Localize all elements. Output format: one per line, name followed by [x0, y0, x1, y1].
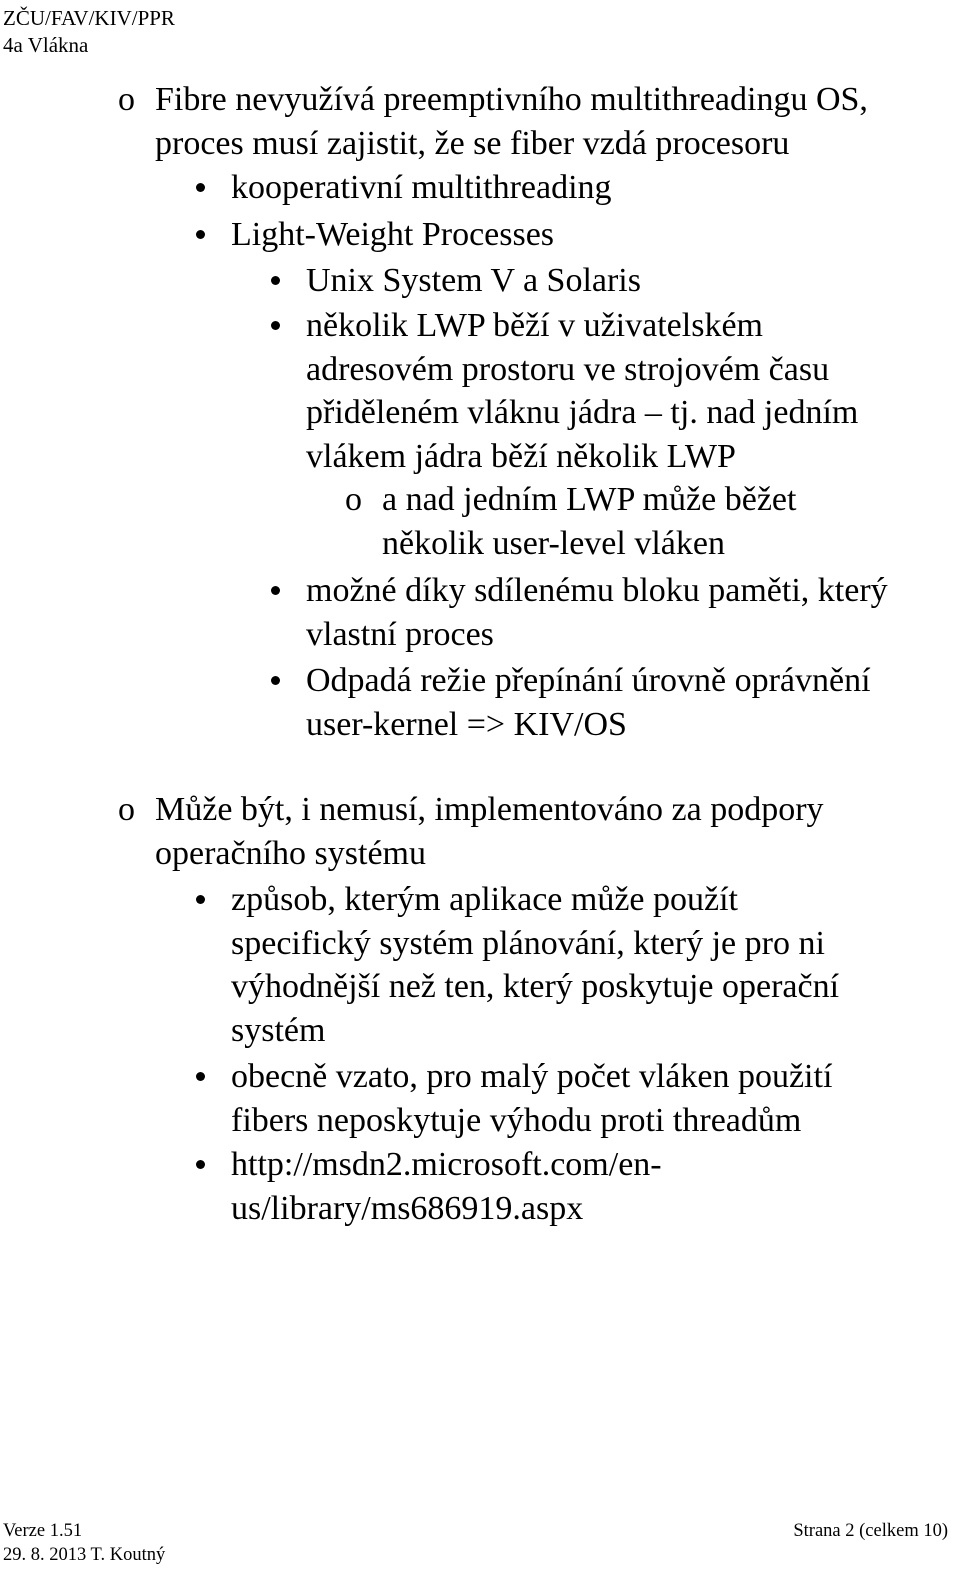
footer-page-number: Strana 2 (celkem 10) — [793, 1521, 948, 1541]
list-marker-o: o — [118, 791, 135, 828]
list-item: Unix System V a Solaris — [306, 262, 641, 299]
footer-version: Verze 1.51 — [3, 1521, 83, 1541]
bullet-icon — [271, 321, 280, 330]
list-item: Může být, i nemusí, implementováno za podpory operačního systému — [155, 791, 824, 872]
list-item: možné díky sdílenému bloku paměti, který vlastní proces — [306, 572, 888, 653]
list-item: Fibre nevyužívá preemptivního multithreadingu OS, proces musí zajistit, že se fiber vzdá procesoru — [155, 81, 868, 162]
list-item: způsob, kterým aplikace může použít specifický systém plánování, který je pro ni výhodnější než ten, který poskytuje operační systém — [231, 881, 840, 1049]
list-item: několik LWP běží v uživatelském adresovém prostoru ve strojovém času přiděleném vláknu jádra – tj. nad jedním vlákem jádra běží několik LWP — [306, 307, 859, 475]
list-item: a nad jedním LWP může běžet několik user-level vláken — [382, 481, 797, 562]
bullet-icon — [196, 230, 205, 239]
bullet-icon — [196, 1072, 205, 1081]
list-item: kooperativní multithreading — [231, 169, 612, 206]
bullet-icon — [271, 676, 280, 685]
footer-date-author: 29. 8. 2013 T. Koutný — [3, 1545, 166, 1565]
list-item: obecně vzato, pro malý počet vláken použití fibers neposkytuje výhodu proti threadům — [231, 1058, 833, 1139]
bullet-icon — [271, 586, 280, 595]
list-marker-o: o — [118, 81, 135, 118]
bullet-icon — [196, 895, 205, 904]
list-marker-o: o — [345, 481, 362, 518]
header-course-code: ZČU/FAV/KIV/PPR — [3, 6, 175, 30]
list-item: http://msdn2.microsoft.com/en- us/library/ms686919.aspx — [231, 1146, 662, 1227]
list-item: Odpadá režie přepínání úrovně oprávnění user-kernel => KIV/OS — [306, 662, 871, 743]
header-topic: 4a Vlákna — [3, 33, 89, 57]
bullet-icon — [196, 183, 205, 192]
list-item: Light-Weight Processes — [231, 216, 555, 253]
bullet-icon — [196, 1160, 205, 1169]
bullet-icon — [271, 276, 280, 285]
